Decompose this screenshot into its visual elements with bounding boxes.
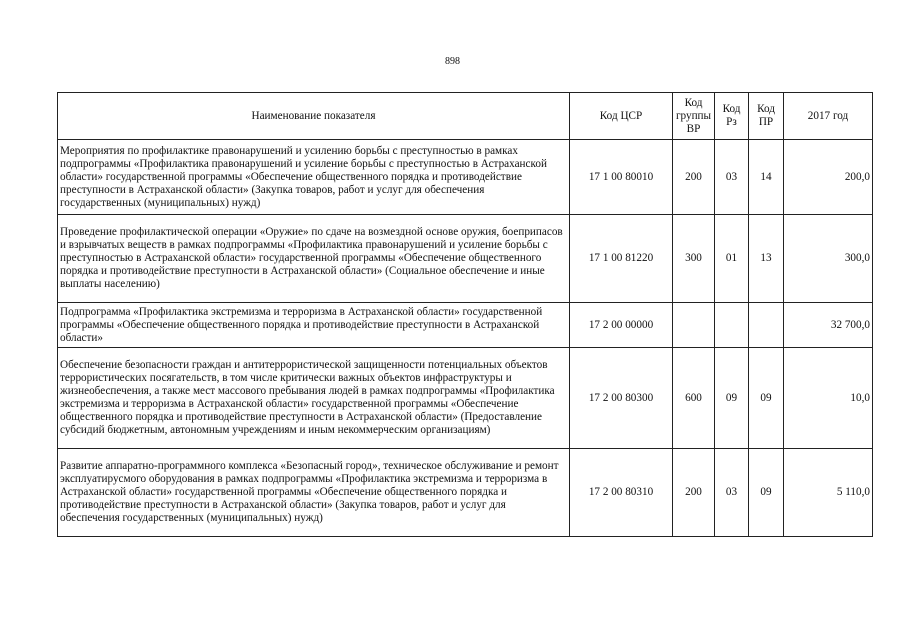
cell-pr [749,303,784,348]
header-csr: Код ЦСР [570,93,673,140]
cell-amount: 300,0 [784,215,873,303]
cell-csr: 17 1 00 81220 [570,215,673,303]
cell-rz: 01 [715,215,749,303]
page-number: 898 [445,56,460,67]
cell-csr: 17 2 00 80310 [570,449,673,537]
budget-table [57,92,873,537]
table-row [58,140,873,215]
cell-rz: 03 [715,449,749,537]
cell-pr: 14 [749,140,784,215]
cell-name: Обеспечение безопасности граждан и антитеррористической защищенности потенциальных объектов террористических посягательств, в том числе критически важных объектов инфраструктуры и жизнеобеспечения, а также мест массового пребывания людей в рамках подпрограммы «Профилактика экстремизма и терроризма в Астраханской области» государственной программы «Обеспечение общественного порядка и противодействие преступности в Астраханской области» (Предоставление субсидий бюджетным, автономным учреждениям и иным некоммерческим организациям) [58,348,570,449]
table-row [58,303,873,348]
cell-amount: 200,0 [784,140,873,215]
table-row [58,348,873,449]
header-vr: Код группы ВР [673,93,715,140]
cell-pr: 09 [749,449,784,537]
cell-name: Развитие аппаратно-программного комплекса «Безопасный город», техническое обслуживание и ремонт эксплуатирусмого оборудования в рамках подпрограммы «Профилактика экстремизма и терроризма в Астраханской области» государственной программы «Обеспечение общественного порядка и противодействие преступности в Астраханской области» (Закупка товаров, работ и услуг для обеспечения государственных (муниципальных) нужд) [58,449,570,537]
cell-vr: 200 [673,449,715,537]
header-pr: Код ПР [749,93,784,140]
cell-csr: 17 2 00 80300 [570,348,673,449]
cell-vr: 600 [673,348,715,449]
header-year: 2017 год [784,93,873,140]
cell-vr: 300 [673,215,715,303]
cell-name: Мероприятия по профилактике правонарушений и усилению борьбы с преступностью в рамках подпрограммы «Профилактика правонарушений и усиление борьбы с преступностью в Астраханской области» государственной программы «Обеспечение общественного порядка и противодействие преступности в Астраханской области» (Закупка товаров, работ и услуг для обеспечения государственных (муниципальных) нужд) [58,140,570,215]
cell-rz: 09 [715,348,749,449]
cell-rz: 03 [715,140,749,215]
header-rz: Код Рз [715,93,749,140]
cell-pr: 09 [749,348,784,449]
cell-pr: 13 [749,215,784,303]
cell-vr: 200 [673,140,715,215]
table-header-row [58,93,873,140]
cell-amount: 5 110,0 [784,449,873,537]
cell-csr: 17 1 00 80010 [570,140,673,215]
cell-csr: 17 2 00 00000 [570,303,673,348]
cell-vr [673,303,715,348]
header-name: Наименование показателя [58,93,570,140]
cell-name: Проведение профилактической операции «Оружие» по сдаче на возмездной основе оружия, боеприпасов и взрывчатых веществ в рамках подпрограммы «Профилактика правонарушений и усиление борьбы с преступностью в Астраханской области» государственной программы «Обеспечение общественного порядка и противодействие преступности в Астраханской области» (Социальное обеспечение и иные выплаты населению) [58,215,570,303]
cell-amount: 10,0 [784,348,873,449]
cell-amount: 32 700,0 [784,303,873,348]
table-row [58,449,873,537]
cell-rz [715,303,749,348]
table-row [58,215,873,303]
cell-name: Подпрограмма «Профилактика экстремизма и терроризма в Астраханской области» государственной программы «Обеспечение общественного порядка и противодействие преступности в Астраханской области» [58,303,570,348]
